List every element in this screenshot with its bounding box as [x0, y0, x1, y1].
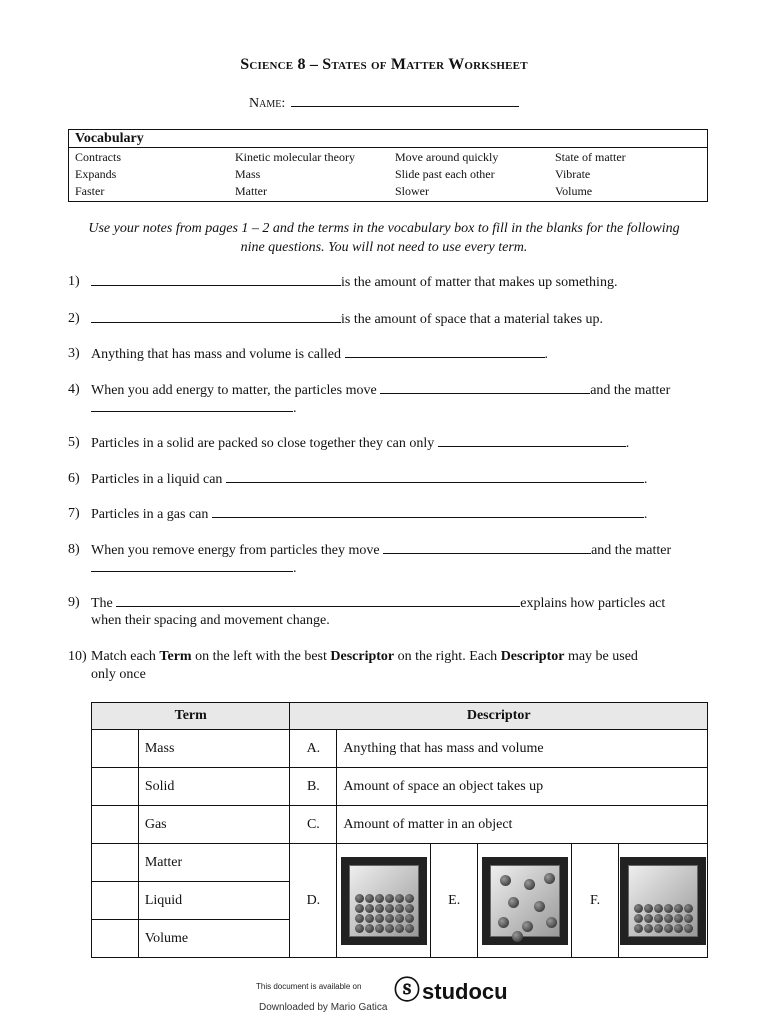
vocab-term: Kinetic molecular theory	[235, 150, 355, 164]
table-row: Matter D. E. F.	[92, 844, 708, 882]
vocab-term: Expands	[75, 167, 117, 181]
table-row: Mass A. Anything that has mass and volume	[92, 730, 708, 768]
table-row: Solid B. Amount of space an object takes up	[92, 768, 708, 806]
answer-blank[interactable]	[91, 273, 341, 286]
term-cell: Mass	[138, 730, 290, 768]
answer-blank[interactable]	[212, 505, 644, 518]
answer-cell[interactable]	[92, 920, 139, 958]
answer-blank[interactable]	[380, 381, 590, 394]
term-header: Term	[92, 703, 290, 730]
solid-particles-image	[337, 844, 431, 958]
vocab-term: Mass	[235, 167, 261, 181]
answer-cell[interactable]	[92, 806, 139, 844]
studocu-mark-icon: ⓢ	[394, 975, 421, 1005]
vocab-term: Faster	[75, 184, 105, 198]
gas-particles-image	[478, 844, 572, 958]
answer-blank[interactable]	[91, 399, 293, 412]
matching-table	[91, 702, 708, 958]
descriptor-cell: Amount of matter in an object	[337, 806, 708, 844]
name-blank[interactable]	[291, 93, 519, 107]
answer-blank[interactable]	[226, 470, 644, 483]
vocabulary-terms	[69, 148, 707, 200]
answer-blank[interactable]	[116, 594, 520, 607]
answer-cell[interactable]	[92, 730, 139, 768]
studocu-logo[interactable]: ⓢstudocu	[394, 970, 508, 1007]
vocab-term: Vibrate	[555, 167, 591, 181]
vocabulary-box	[68, 129, 708, 202]
answer-cell[interactable]	[92, 882, 139, 920]
answer-blank[interactable]	[91, 559, 293, 572]
term-cell: Matter	[138, 844, 290, 882]
answer-blank[interactable]	[345, 345, 545, 358]
vocab-term: Contracts	[75, 150, 121, 164]
vocab-term: Slower	[395, 184, 429, 198]
descriptor-header: Descriptor	[290, 703, 708, 730]
vocabulary-heading: Vocabulary	[69, 130, 707, 148]
answer-blank[interactable]	[383, 541, 591, 554]
descriptor-cell: Amount of space an object takes up	[337, 768, 708, 806]
term-cell: Solid	[138, 768, 290, 806]
descriptor-cell: Anything that has mass and volume	[337, 730, 708, 768]
table-row: Gas C. Amount of matter in an object	[92, 806, 708, 844]
downloaded-by-text: Downloaded by Mario Gatica	[259, 1002, 388, 1013]
answer-cell[interactable]	[92, 768, 139, 806]
vocab-term: Matter	[235, 184, 267, 198]
answer-blank[interactable]	[438, 434, 626, 447]
answer-blank[interactable]	[91, 310, 341, 323]
term-cell: Liquid	[138, 882, 290, 920]
term-cell: Gas	[138, 806, 290, 844]
liquid-particles-image	[618, 844, 707, 958]
name-field	[249, 93, 519, 112]
name-label: Name:	[249, 96, 286, 111]
vocab-term: Move around quickly	[395, 150, 499, 164]
availability-text: This document is available on	[256, 982, 362, 991]
instructions: Use your notes from pages 1 – 2 and the terms in the vocabulary box to fill in the blanks for the following nine questions. You will not need to use every term.	[88, 221, 680, 255]
term-cell: Volume	[138, 920, 290, 958]
vocab-term: State of matter	[555, 150, 626, 164]
vocab-term: Slide past each other	[395, 167, 495, 181]
vocab-term: Volume	[555, 184, 593, 198]
worksheet-title: Science 8 – States of Matter Worksheet	[240, 56, 528, 73]
answer-cell[interactable]	[92, 844, 139, 882]
